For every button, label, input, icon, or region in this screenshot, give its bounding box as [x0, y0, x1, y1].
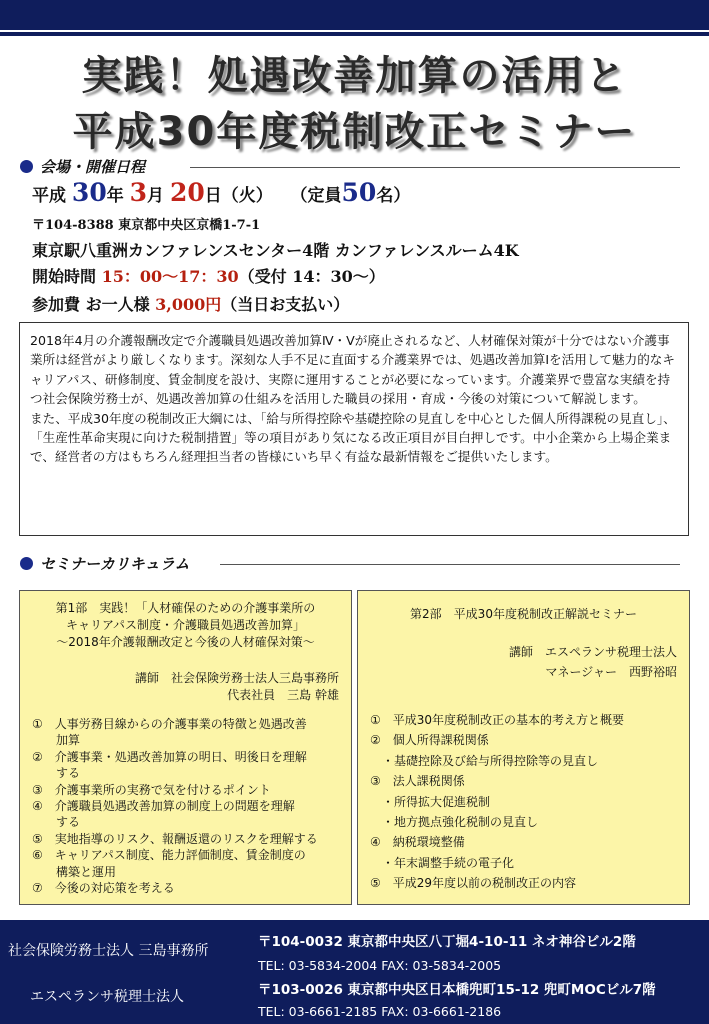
date-year-unit: 年 — [106, 186, 124, 206]
curriculum-list-item: ⑦ 今後の対応策を考える — [32, 881, 175, 895]
fee-line — [32, 292, 349, 315]
curriculum-list-item: ⑤ 平成29年度以前の税制改正の内容 — [370, 876, 577, 891]
date-line — [32, 178, 410, 207]
footer-tel-2: TEL: 03-6661-2185 FAX: 03-6661-2186 — [258, 1004, 502, 1019]
bullet-dot-icon — [20, 160, 33, 173]
curriculum-list-item: ・所得拡大促進税制 — [370, 794, 491, 809]
part1-title-3: ～2018年介護報酬改定と今後の人材確保対策～ — [56, 635, 315, 649]
curriculum-list-item: ③ 介護事業所の実務で気を付けるポイント — [32, 782, 271, 797]
title-line-2: 平成30年度税制改正セミナー — [72, 109, 637, 155]
part2-title: 第2部 平成30年度税制改正解説セミナー — [410, 607, 637, 621]
curriculum-list-item: ・基礎控除及び給与所得控除等の見直し — [370, 753, 599, 768]
part2-lecturer-2: マネージャー 西野裕昭 — [545, 665, 677, 679]
part1-title-2: キャリアパス制度・介護職員処遇改善加算」 — [65, 618, 306, 632]
schedule-heading — [20, 156, 680, 178]
title-line-1: 実践！処遇改善加算の活用と — [81, 53, 628, 99]
capacity-suffix: 名） — [376, 186, 411, 206]
time-label: 開始時間 — [32, 267, 97, 286]
curriculum-list-item: ③ 法人課税関係 — [370, 774, 465, 789]
top-banner-rule — [0, 32, 709, 36]
fee-label: 参加費 お一人様 — [32, 295, 150, 314]
heading-rule — [190, 167, 680, 168]
curriculum-list-item: ① 平成30年度税制改正の基本的考え方と概要 — [370, 713, 625, 727]
bullet-dot-icon — [20, 557, 33, 570]
time-line — [32, 264, 385, 287]
part1-lecturer-2: 代表社員 三島 幹雄 — [227, 688, 339, 702]
curriculum-list-item: ・年末調整手続の電子化 — [370, 855, 515, 870]
curriculum-list-item: ④ 納税環境整備 — [370, 835, 465, 850]
footer-address-1: 〒104-0032 東京都中央区八丁堀4-10-11 ネオ神谷ビル2階 — [258, 934, 636, 950]
part2-lecturer-1: 講師 エスペランサ税理士法人 — [508, 645, 677, 659]
heading-rule — [220, 564, 680, 565]
time-note: （受付 14：30～） — [238, 267, 385, 286]
intro-text-box — [19, 322, 689, 536]
fee-note: （当日お支払い） — [221, 295, 350, 314]
curriculum-list-item: ④ 介護職員処遇改善加算の制度上の問題を理解 — [32, 799, 295, 813]
curriculum-list-item: ⑥ キャリアパス制度、能力評価制度、賃金制度の — [32, 848, 306, 863]
curriculum-list-item: する — [32, 815, 81, 830]
date-era: 平成 — [32, 186, 66, 206]
footer-org-2: エスペランサ税理士法人 — [30, 989, 184, 1005]
venue-name: 東京駅八重洲カンファレンスセンター4階 カンファレンスルーム4K — [32, 241, 519, 260]
curriculum-list-item: ① 人事労務目線からの介護事業の特徴と処遇改善 — [32, 717, 307, 731]
curriculum-list-item: ・地方拠点強化税制の見直し — [370, 815, 539, 829]
curriculum-list-item: 加算 — [32, 733, 81, 748]
capacity-prefix: （定員 — [290, 186, 342, 206]
venue-postal-address: 〒104-8388 東京都中央区京橋1-7-1 — [32, 218, 261, 233]
curriculum-list-item: ② 個人所得課税関係 — [370, 733, 489, 748]
curriculum-list-item: する — [32, 766, 81, 781]
capacity-number: 50 — [341, 178, 377, 207]
part2-panel — [357, 590, 690, 905]
part1-lecturer-1: 講師 社会保険労務士法人三島事務所 — [134, 671, 339, 685]
footer-org-1: 社会保険労務士法人 三島事務所 — [8, 943, 209, 959]
curriculum-heading-label: セミナーカリキュラム — [40, 555, 190, 573]
intro-paragraph-2: また、平成30年度の税制改正大綱には、「給与所得控除や基礎控除の見直しを中心とした個人所得課税の見直し」、「生産性革命実現に向けた税制措置」等の項目があり気になる改正項目が目白押しです。中小企業から上場企業まで、経営者の方はもちろん経理担当者の皆様にいち早く有益な最新情報をご提供いたします。 — [30, 410, 676, 465]
footer-tel-1: TEL: 03-5834-2004 FAX: 03-5834-2005 — [258, 958, 502, 973]
date-day: 20 — [169, 178, 205, 207]
time-value: 15：00～17：30 — [101, 267, 239, 286]
date-year: 30 — [71, 178, 107, 207]
curriculum-list-item: ⑤ 実地指導のリスク、報酬返還のリスクを理解する — [32, 831, 318, 846]
footer-contact-bar — [0, 920, 709, 1024]
footer-address-2: 〒103-0026 東京都中央区日本橋兜町15-12 兜町MOCビル7階 — [258, 982, 656, 998]
schedule-heading-label: 会場・開催日程 — [40, 158, 146, 176]
curriculum-list-item: 構築と運用 — [32, 864, 117, 879]
curriculum-heading — [20, 553, 680, 575]
curriculum-list-item: ② 介護事業・処遇改善加算の明日、明後日を理解 — [32, 749, 307, 764]
part1-title-1: 第1部 実践！「人材確保のための介護事業所の — [55, 601, 316, 615]
date-day-unit: 日（火） — [204, 186, 273, 206]
date-month: 3 — [129, 178, 148, 207]
fee-value: 3,000円 — [155, 295, 222, 314]
top-banner-bar — [0, 0, 709, 30]
date-month-unit: 月 — [147, 186, 165, 206]
intro-paragraph-1: 2018年4月の介護報酬改定で介護職員処遇改善加算Ⅳ・Ⅴが廃止されるなど、人材確保対策が十分ではない介護事業所は経営がより厳しくなります。深刻な人手不足に直面する介護業界では、処遇改善加算Ⅰを活用して魅力的なキャリアパス、研修制度、賃金制度を設け、実際に運用することが必要になっています。介護業界で豊富な実績を持つ社会保険労務士が、処遇改善加算の仕組みを活用した職員の採用・育成・今後の対策について解説します。 — [30, 333, 675, 407]
part1-panel — [19, 590, 352, 905]
